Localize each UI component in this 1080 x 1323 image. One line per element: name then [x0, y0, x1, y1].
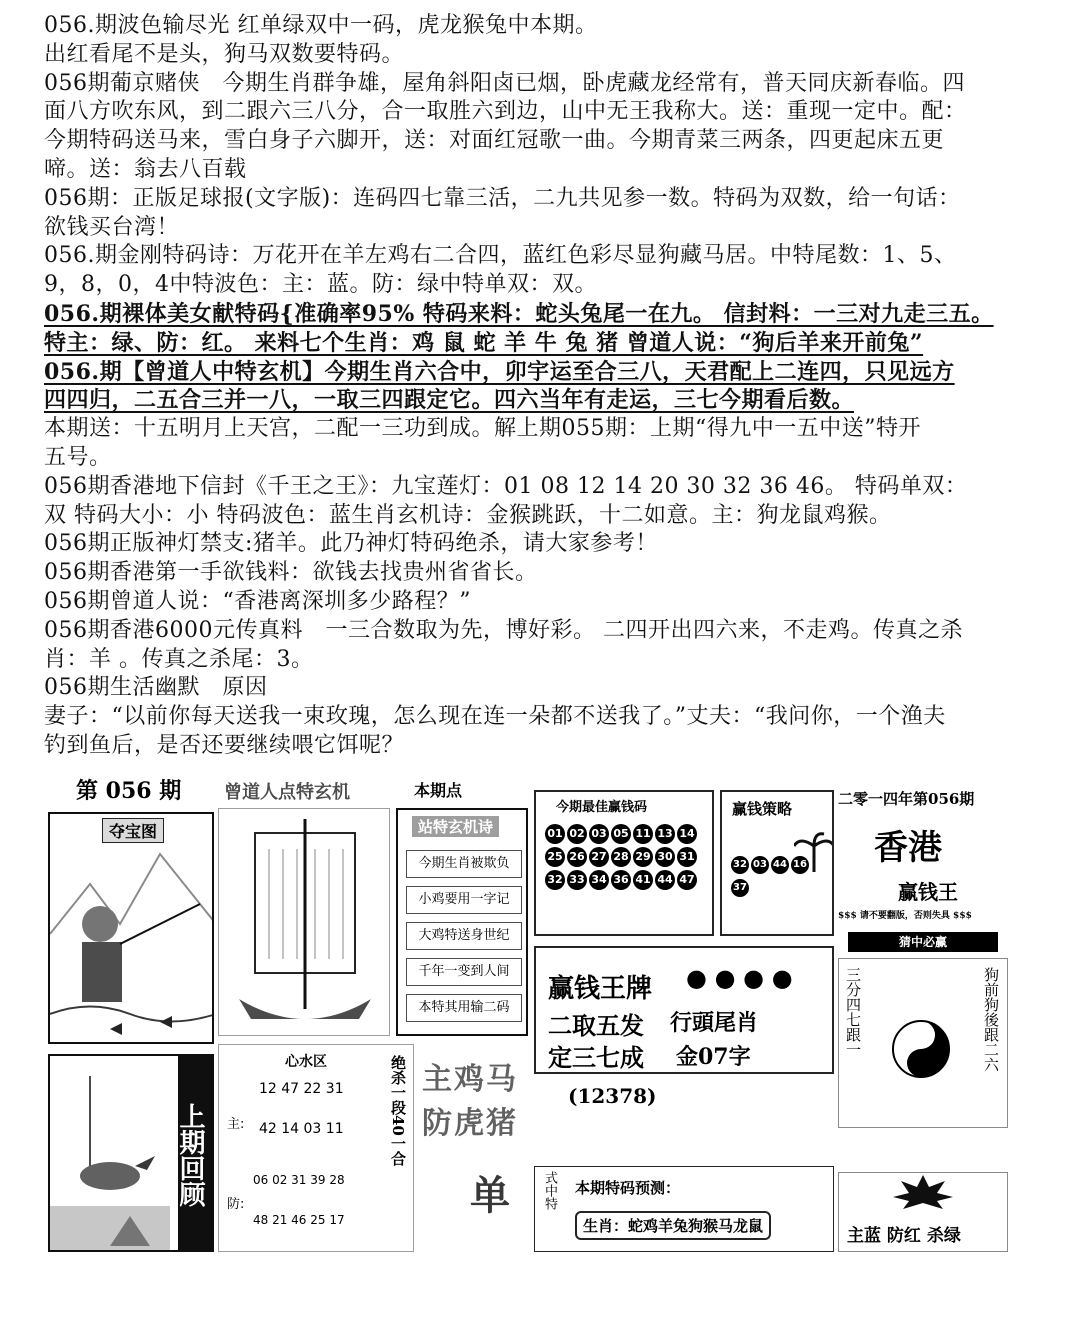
text-line: 本期送：十五明月上天宫，二配一三功到成。解上期055期：上期“得九中一五中送”特开: [44, 416, 921, 442]
text-line-underlined: 056.期裸体美女献特码{准确率95% 特码来料：蛇头兔尾一在九。 信封料：一三对九走三五。: [44, 300, 994, 327]
best-numbers-title: 今期最佳赢钱码: [556, 800, 648, 815]
strategy-ball: 44: [771, 856, 789, 874]
number-ball-grid: [544, 822, 712, 891]
color-pick-text: 主蓝 防红 杀绿: [847, 1226, 961, 1246]
zeng-title: 曾道人点特玄机: [224, 782, 350, 803]
fang-label: 防:: [227, 1197, 245, 1212]
strategy-ball: 37: [731, 879, 749, 897]
text-line: 056期曾道人说：“香港离深圳多少路程？”: [44, 588, 471, 614]
san-fen-column: 三分四七跟一: [844, 967, 862, 1057]
number-ball: 33: [567, 870, 587, 890]
king-card-line: 二取五发: [548, 1011, 644, 1040]
right-center-panel: [534, 790, 834, 1254]
strategy-ball: 32: [731, 856, 749, 874]
number-ball: 05: [611, 824, 631, 844]
article-text: [44, 12, 1044, 761]
black-dots: ● ● ● ●: [686, 964, 793, 992]
jin-label: 金07字: [676, 1044, 751, 1070]
hk-year: 二零一四年第056期: [838, 790, 975, 808]
number-ball: 25: [545, 847, 565, 867]
text-line: 妻子：“以前你每天送我一束玫瑰，怎么现在连一朵都不送我了。”丈夫：“我问你，一个渔夫: [44, 704, 946, 730]
ship-poem-frame: [218, 808, 390, 1036]
best-numbers-frame: [534, 790, 714, 936]
xuanji-item: 小鸡要用一字记: [406, 886, 522, 914]
yinyang-frame: [838, 958, 1008, 1128]
number-ball: 29: [633, 847, 653, 867]
xinshui-title: 心水区: [285, 1054, 327, 1070]
fisherman-illustration: [50, 814, 214, 1044]
text-line: 056.期波色输尽光 红单绿双中一码，虎龙猴兔中本期。: [44, 13, 598, 38]
text-line: 出红看尾不是头，狗马双数要特码。: [44, 41, 405, 67]
number-ball: 28: [611, 847, 631, 867]
number-ball: 01: [545, 824, 565, 844]
king-card-frame: [534, 946, 834, 1074]
text-line: 056期：正版足球报(文字版)：连码四七靠三活，二九共见参一数。特码为双数，给一句话：: [44, 185, 961, 211]
text-line: 肖：羊 。传真之杀尾：3。: [44, 646, 314, 672]
number-ball: 36: [611, 870, 631, 890]
text-line: 面八方吹东风，到二跟六三八分，合一取胜六到边，山中无王我称大。送：重现一定中。配：: [44, 99, 967, 125]
number-ball: 13: [655, 824, 675, 844]
guess-win-banner: 猜中必赢: [848, 932, 998, 952]
text-line: 欲钱买台湾！: [44, 214, 180, 240]
number-row: 06 02 31 39 28: [253, 1173, 345, 1187]
benqi-label: 本期点: [414, 781, 463, 800]
hk-title: 香港: [874, 828, 942, 868]
text-line: 056期香港第一手欲钱料：欲钱去找贵州省省长。: [44, 560, 538, 586]
text-line: 056.期金刚特码诗：万花开在羊左鸡右二合四，蓝红色彩尽显狗藏马居。中特尾数：1、5、: [44, 243, 957, 269]
number-row: 12 47 22 31: [259, 1081, 344, 1097]
text-line: 9，8，0，4中特波色：主：蓝。防：绿中特单双：双。: [44, 272, 597, 298]
hk-panel: [838, 768, 1022, 1254]
hk-king: 赢钱王: [898, 880, 958, 904]
jue-sha-label: 绝杀一段40一合: [389, 1055, 407, 1166]
ship-illustration: [219, 809, 390, 1036]
zhu-animals: 主鸡马: [422, 1062, 518, 1097]
number-ball: 47: [677, 870, 697, 890]
xuanji-item: 千年一变到人间: [406, 958, 522, 986]
number-row: 42 14 03 11: [259, 1121, 344, 1137]
treasure-map-title: 夺宝图: [102, 818, 164, 843]
shizhong-label: 式中特: [542, 1171, 557, 1210]
zhu-label: 主:: [227, 1117, 245, 1132]
color-pick-frame: [838, 1172, 1008, 1252]
side-decoration-column: [1008, 768, 1022, 1254]
text-line: 056期葡京赌侠 今期生肖群争雄，屋角斜阳卤已烟，卧虎藏龙经常有，普天同庆新春临。四: [44, 70, 965, 96]
text-line: 056期香港6000元传真料 一三合数取为先，博好彩。 二四开出四六来，不走鸡。传真之杀: [44, 617, 963, 643]
text-line: 啼。送：翁去八百载: [44, 156, 247, 182]
text-line: 056期正版神灯禁支:猪羊。此乃神灯特码绝杀，请大家参考！: [44, 531, 658, 557]
text-line: 056期生活幽默 原因: [44, 675, 268, 701]
previous-review-label: 上期回顾: [178, 1056, 214, 1252]
dan-label: 单: [470, 1172, 510, 1219]
left-panel: [46, 768, 216, 1254]
xuanji-item: 大鸡特送身世纪: [406, 922, 522, 950]
number-ball: 02: [567, 824, 587, 844]
previous-review-frame: [48, 1054, 214, 1252]
king-card-line: 定三七成: [548, 1043, 644, 1072]
number-ball: 26: [567, 847, 587, 867]
paren-numbers: (12378): [568, 1084, 657, 1108]
number-ball: 41: [633, 870, 653, 890]
scanned-lottery-sheet: [46, 768, 1022, 1254]
strategy-ball: 16: [791, 856, 809, 874]
text-line-underlined: 056.期【曾道人中特玄机】今期生肖六合中，卯宇运至合三八，天君配上二连四，只见远方: [44, 358, 955, 385]
xuanji-poem-title: 站特玄机诗: [412, 816, 499, 837]
number-ball: 11: [633, 824, 653, 844]
prediction-zodiac: 生肖：蛇鸡羊兔狗猴马龙鼠: [575, 1211, 771, 1240]
xuanji-poem-frame: [396, 808, 528, 1036]
number-row: 48 21 46 25 17: [253, 1213, 345, 1227]
text-line-underlined: 四四归，二五合三并一八，一取三四跟定它。四六当年有走运，三七今期看后数。: [44, 387, 855, 414]
hang-tou-label: 行頭尾肖: [670, 1010, 759, 1036]
strategy-title: 赢钱策略: [732, 800, 793, 818]
prediction-frame: [534, 1166, 834, 1252]
starburst-icon: [893, 1175, 953, 1209]
number-ball: 31: [677, 847, 697, 867]
prediction-title: 本期特码预测：: [575, 1179, 681, 1197]
middle-panel: [218, 768, 530, 1254]
palm-tree-icon: [794, 832, 834, 872]
issue-label: 第 056 期: [76, 778, 182, 804]
number-ball: 14: [677, 824, 697, 844]
text-line: 钓到鱼后，是否还要继续喂它饵呢？: [44, 732, 405, 758]
animal-picks-frame: [418, 1044, 530, 1252]
text-line: 056期香港地下信封《千王之王》：九宝莲灯：01 08 12 14 20 30 32 36 46。 特码单双：: [44, 473, 968, 499]
xuanji-item: 本特其用输二码: [406, 994, 522, 1022]
text-line-underlined: 特主：绿、防：红。 来料七个生肖：鸡 鼠 蛇 羊 牛 兔 猪 曾道人说：“狗后羊来开前兔”: [44, 329, 924, 356]
xinshui-frame: [218, 1044, 414, 1252]
hk-warning: $$$ 请不要翻版，否则失具 $$$: [838, 911, 972, 921]
number-ball: 03: [589, 824, 609, 844]
strategy-frame: [720, 790, 834, 936]
yinyang-icon: [891, 1019, 951, 1079]
number-ball: 32: [545, 870, 565, 890]
number-ball: 44: [655, 870, 675, 890]
king-card-title: 赢钱王牌: [548, 974, 653, 1004]
text-line: 今期特码送马来，雪白身子六脚开，送：对面红冠歌一曲。今期青菜三两条，四更起床五更: [44, 128, 945, 154]
text-line: 双 特码大小：小 特码波色：蓝生肖玄机诗：金猴跳跃，十二如意。主：狗龙鼠鸡猴。: [44, 502, 892, 528]
fang-animals: 防虎猪: [422, 1106, 518, 1141]
gou-column: 狗前狗後跟二六: [982, 967, 1000, 1072]
number-ball: 27: [589, 847, 609, 867]
strategy-ball: 03: [751, 856, 769, 874]
number-ball: 34: [589, 870, 609, 890]
xuanji-item: 今期生肖被欺负: [406, 850, 522, 878]
treasure-map-frame: [48, 812, 214, 1044]
number-ball: 30: [655, 847, 675, 867]
text-line: 五号。: [44, 444, 112, 470]
